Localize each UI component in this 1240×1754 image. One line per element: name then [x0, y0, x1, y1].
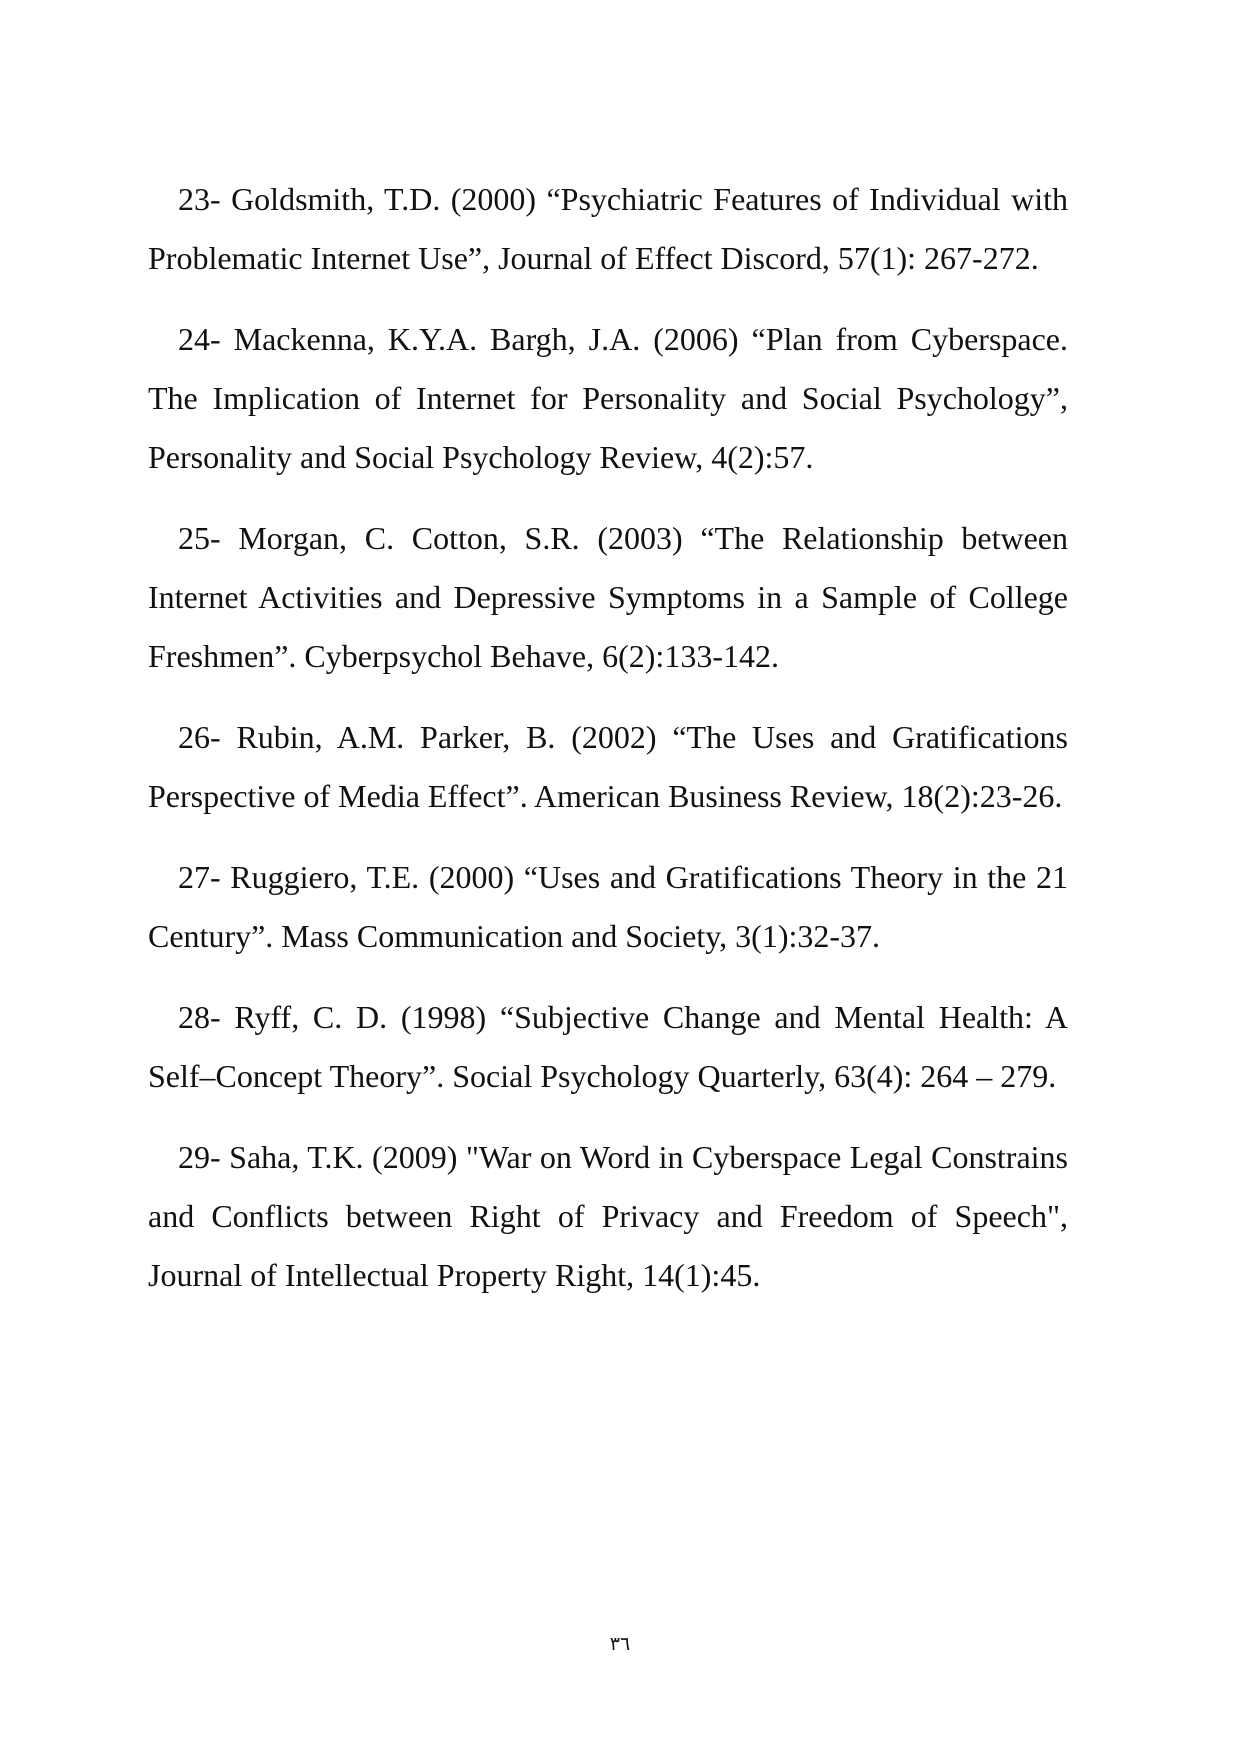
reference-item-29: 29- Saha, T.K. (2009) "War on Word in Cyberspace Legal Constrains and Conflicts between Right of Privacy and Freedom of Speech", Journal of Intellectual Property Right, 14(1):45. [148, 1139, 1068, 1293]
page-number: ٣٦ [609, 1633, 631, 1655]
reference-list [148, 170, 1068, 1327]
reference-item-28: 28- Ryff, C. D. (1998) “Subjective Change and Mental Health: A Self–Concept Theory”. Social Psychology Quarterly, 63(4): 264 – 279. [148, 999, 1068, 1094]
reference-item-23: 23- Goldsmith, T.D. (2000) “Psychiatric Features of Individual with Problematic Internet Use”, Journal of Effect Discord, 57(1): 267-272. [148, 181, 1068, 276]
reference-item-24: 24- Mackenna, K.Y.A. Bargh, J.A. (2006) “Plan from Cyberspace. The Implication of Internet for Personality and Social Psychology”, Personality and Social Psychology Review, 4(2):57. [148, 321, 1068, 475]
reference-item-27: 27- Ruggiero, T.E. (2000) “Uses and Gratifications Theory in the 21 Century”. Mass Communication and Society, 3(1):32-37. [148, 859, 1068, 954]
reference-item-26: 26- Rubin, A.M. Parker, B. (2002) “The Uses and Gratifications Perspective of Media Effect”. American Business Review, 18(2):23-26. [148, 719, 1068, 814]
reference-item-25: 25- Morgan, C. Cotton, S.R. (2003) “The Relationship between Internet Activities and Depressive Symptoms in a Sample of College Freshmen”. Cyberpsychol Behave, 6(2):133-142. [148, 520, 1068, 674]
